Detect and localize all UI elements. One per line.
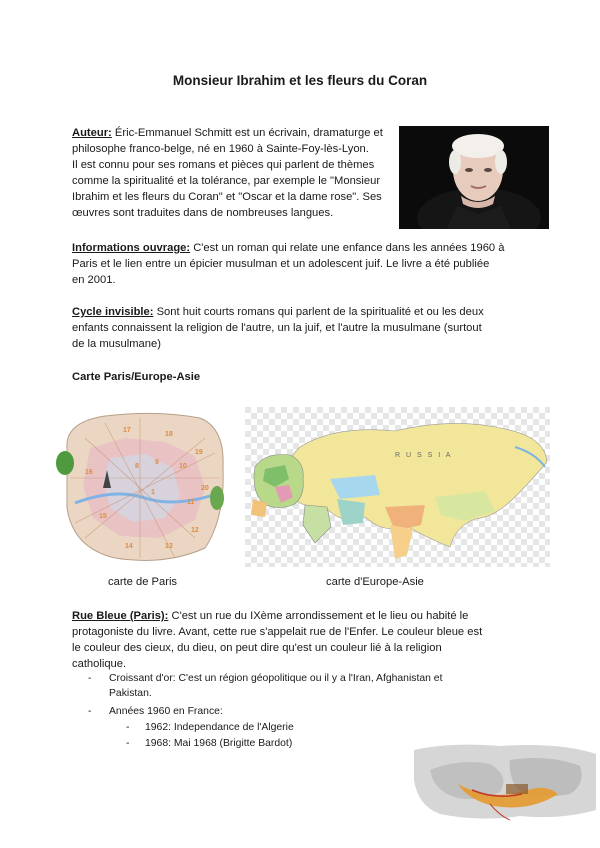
informations-line: en 2001. (72, 274, 116, 286)
auteur-section (72, 125, 392, 221)
bullet-annees: Années 1960 en France: (109, 706, 223, 717)
rue-bleue-section (72, 608, 542, 672)
auteur-line: philosophe franco-belge, né en 1960 à Sainte-Foy-lès-Lyon. (72, 143, 369, 155)
svg-text:14: 14 (125, 543, 133, 550)
bullet-dash: - (88, 706, 92, 717)
carte-heading: Carte Paris/Europe-Asie (72, 371, 201, 383)
auteur-line: Ibrahim et les fleurs du Coran" et "Oscar et la dame rose". Ses (72, 191, 382, 203)
svg-text:8: 8 (135, 463, 139, 470)
paris-map-caption: carte de Paris (108, 576, 178, 588)
rue-bleue-line: le couleur des cieux, du dieu, on peut dire qu'est un couleur lié à la religion (72, 642, 442, 654)
svg-text:19: 19 (195, 449, 203, 456)
informations-line: C'est un roman qui relate une enfance dans les années 1960 à (190, 242, 505, 254)
bullet-dash: - (88, 673, 92, 684)
bullet-croissant: Croissant d'or: C'est un région géopolitique ou il y a l'Iran, Afghanistan et Pakistan. (109, 673, 443, 699)
rue-bleue-line: catholique. (72, 658, 127, 670)
svg-text:10: 10 (179, 463, 187, 470)
croissant-dor-map (410, 740, 600, 823)
rue-bleue-label: Rue Bleue (Paris): (72, 610, 169, 622)
informations-section (72, 240, 532, 288)
cycle-line: de la musulmane) (72, 338, 161, 350)
sub-bullet-dash: - (126, 738, 130, 749)
sub-bullet-dash: - (126, 722, 130, 733)
sub-bullet-1962: 1962: Independance de l'Algerie (145, 722, 294, 733)
cycle-label: Cycle invisible: (72, 306, 154, 318)
informations-label: Informations ouvrage: (72, 242, 191, 254)
sub-bullet-1968: 1968: Mai 1968 (Brigitte Bardot) (145, 738, 293, 749)
svg-text:16: 16 (85, 469, 93, 476)
russia-label: R U S S I A (395, 452, 453, 459)
svg-text:20: 20 (201, 485, 209, 492)
informations-line: Paris et le lien entre un épicier musulman et un adolescent juif. Le livre a été publiée (72, 258, 490, 270)
svg-text:18: 18 (165, 431, 173, 438)
paris-map (55, 408, 227, 568)
auteur-line: Éric-Emmanuel Schmitt est un écrivain, dramaturge et (111, 127, 383, 139)
svg-text:15: 15 (99, 513, 107, 520)
svg-text:12: 12 (191, 527, 199, 534)
auteur-label: Auteur: (72, 127, 112, 139)
rue-bleue-line: C'est un rue du IXème arrondissement et le lieu ou habité le (168, 610, 469, 622)
svg-text:9: 9 (155, 459, 159, 466)
auteur-line: Il est connu pour ses romans et pièces qui parlent de thèmes (72, 159, 375, 171)
svg-text:17: 17 (123, 427, 131, 434)
europe-map-caption: carte d'Europe-Asie (326, 576, 424, 588)
cycle-line: Sont huit courts romans qui parlent de la spiritualité et ou les deux (153, 306, 484, 318)
cycle-section (72, 304, 542, 352)
europe-asia-map (245, 407, 550, 567)
svg-text:1: 1 (151, 489, 155, 496)
svg-text:13: 13 (165, 543, 173, 550)
author-portrait (399, 126, 549, 229)
rue-bleue-line: protagoniste du livre. Avant, cette rue s'appelait rue de l'Enfer. Le couleur bleue est (72, 626, 483, 638)
cycle-line: enfants connaissent la religion de l'autre, un la juif, et l'autre la musulmane (surtout (72, 322, 482, 334)
svg-text:11: 11 (187, 499, 195, 506)
page-title: Monsieur Ibrahim et les fleurs du Coran (172, 73, 428, 88)
auteur-line: comme la spiritualité et la tolérance, par exemple le "Monsieur (72, 175, 381, 187)
auteur-line: œuvres sont traduites dans de nombreuses langues. (72, 207, 334, 219)
